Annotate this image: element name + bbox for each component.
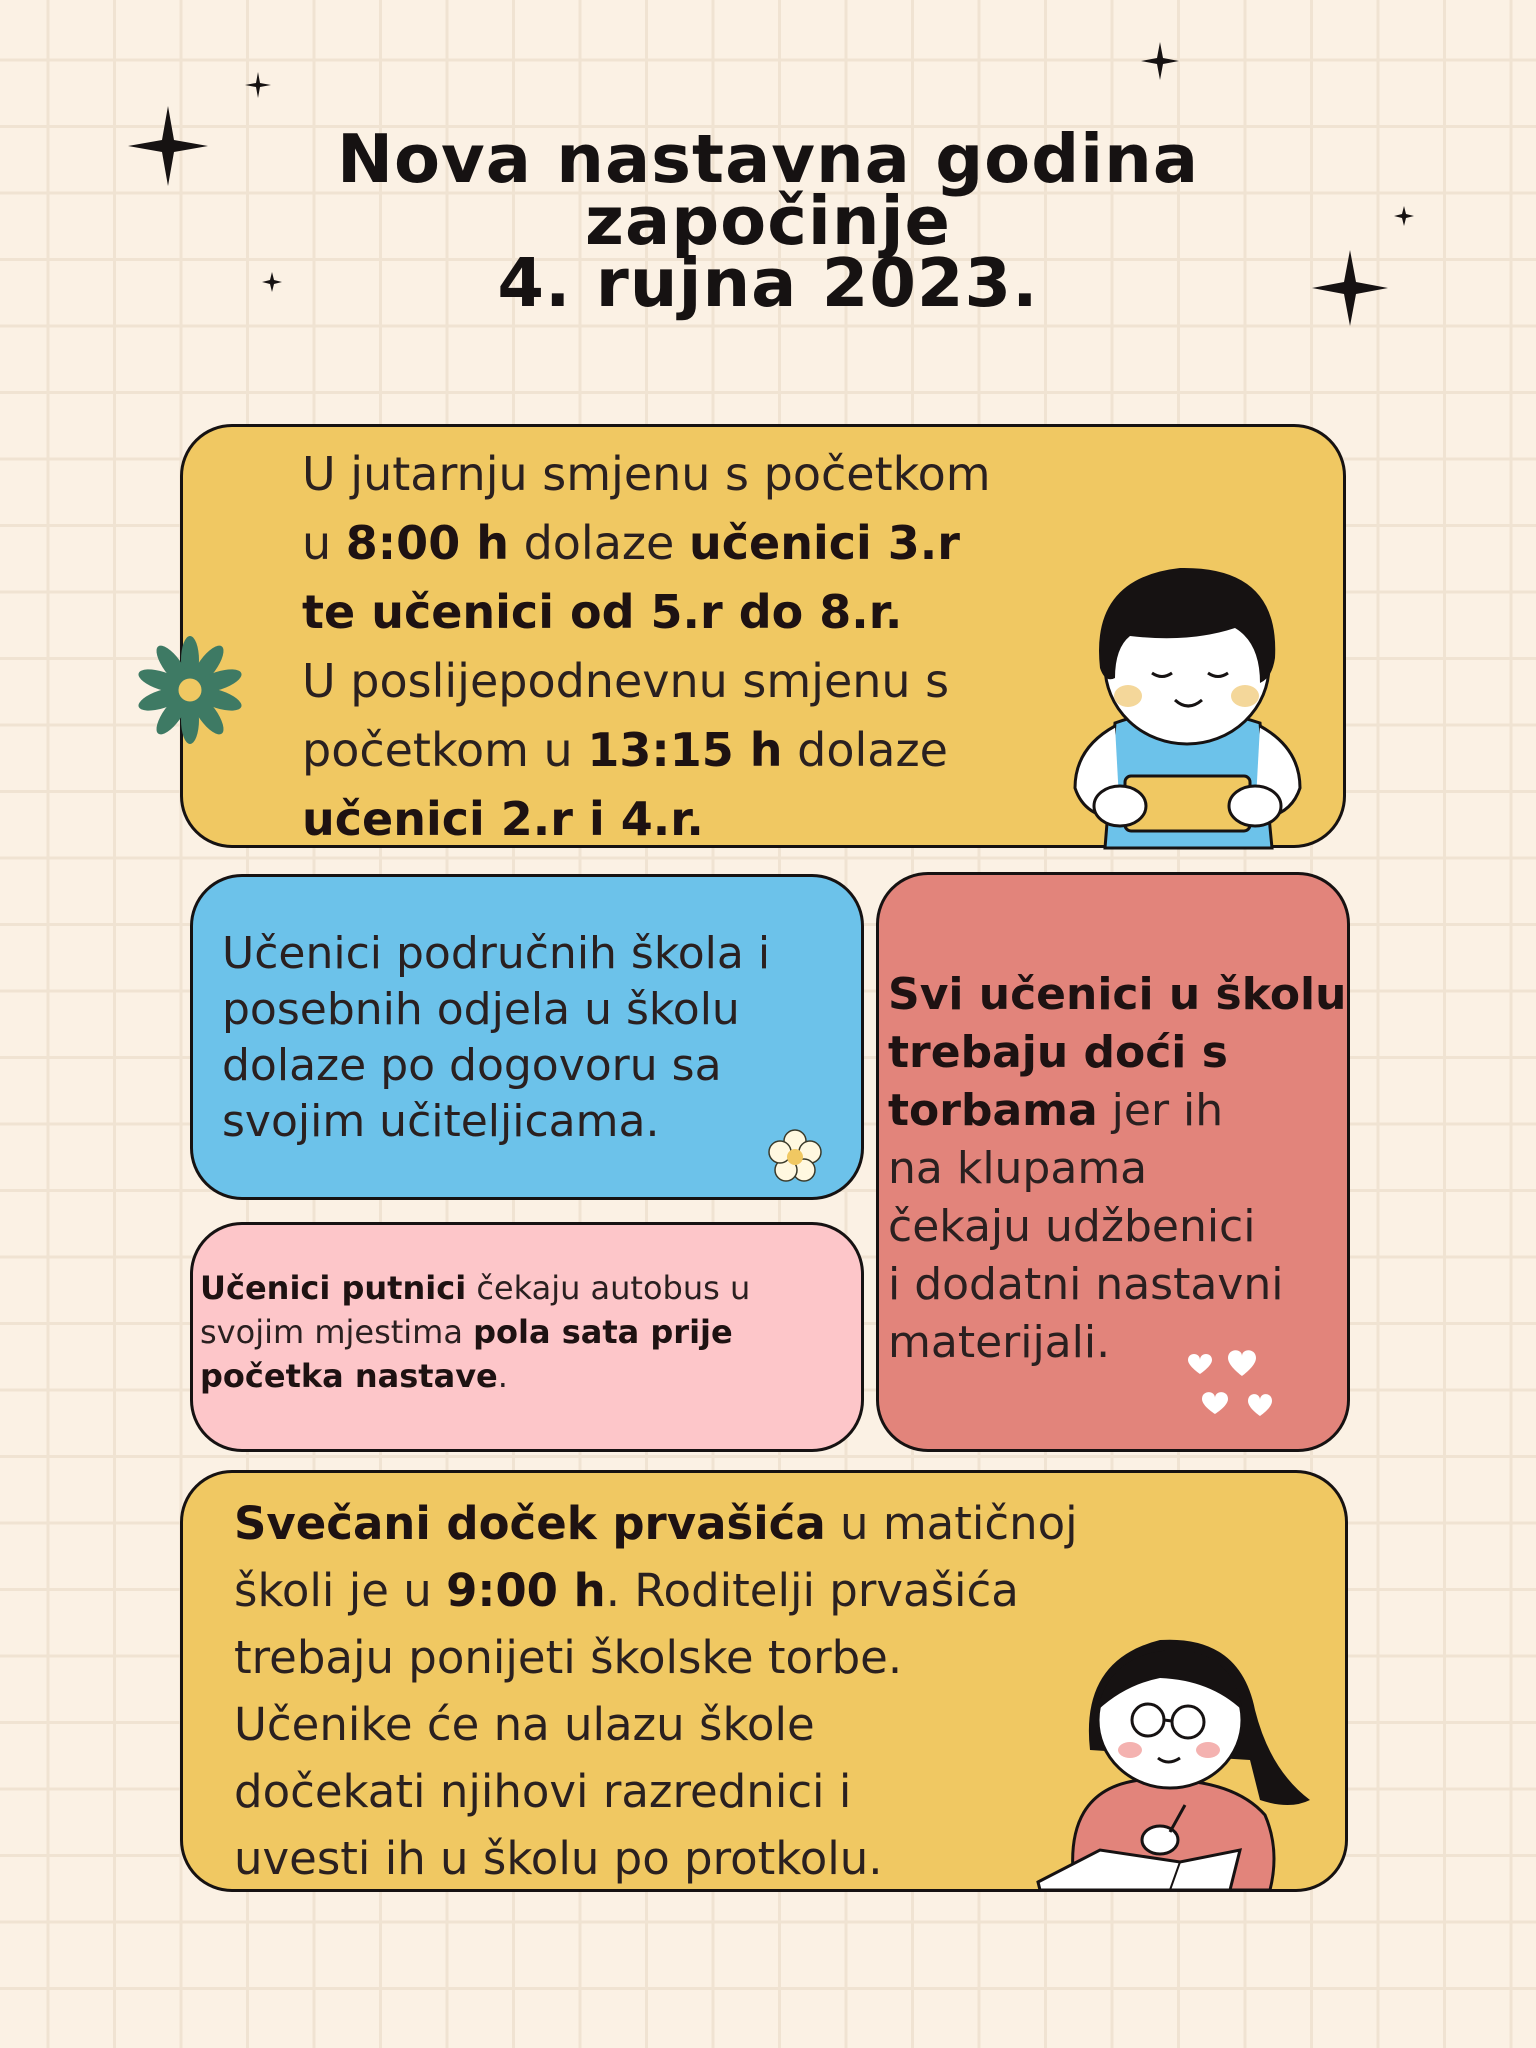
daisy-icon bbox=[760, 1122, 830, 1192]
boy-illustration bbox=[1060, 548, 1310, 848]
title-line-3: 4. rujna 2023. bbox=[497, 244, 1039, 322]
first-graders-text: Svečani doček prvašića u matičnoj školi je u 9:00 h. Roditelji prvašića trebaju ponijeti školske torbe. Učenike će na ulazu škole dočekati njihovi razrednici i uvesti ih u školu po protkolu. bbox=[234, 1497, 1078, 1885]
flower-icon bbox=[130, 630, 250, 750]
page-title bbox=[200, 120, 1336, 322]
regional-schools-text: Učenici područnih škola i posebnih odjela u školu dolaze po dogovoru sa svojim učiteljicama. bbox=[222, 928, 771, 1147]
bags-text: Svi učenici u školu trebaju doći s torbama jer ih na klupama čekaju udžbenici i dodatni nastavni materijali. bbox=[888, 969, 1347, 1368]
title-line-2: započinje bbox=[585, 182, 951, 260]
girl-illustration bbox=[1030, 1600, 1330, 1890]
title-line-1: Nova nastavna godina bbox=[336, 120, 1200, 198]
hearts-icon bbox=[1180, 1346, 1290, 1426]
travelers-text: Učenici putnici čekaju autobus u svojim mjestima pola sata prije početka nastave. bbox=[200, 1269, 751, 1395]
shift-schedule-text: U jutarnju smjenu s početkom u 8:00 h dolaze učenici 3.r te učenici od 5.r do 8.r. U poslijepodnevnu smjenu s početkom u 13:15 h dolaze učenici 2.r i 4.r. bbox=[302, 447, 991, 846]
